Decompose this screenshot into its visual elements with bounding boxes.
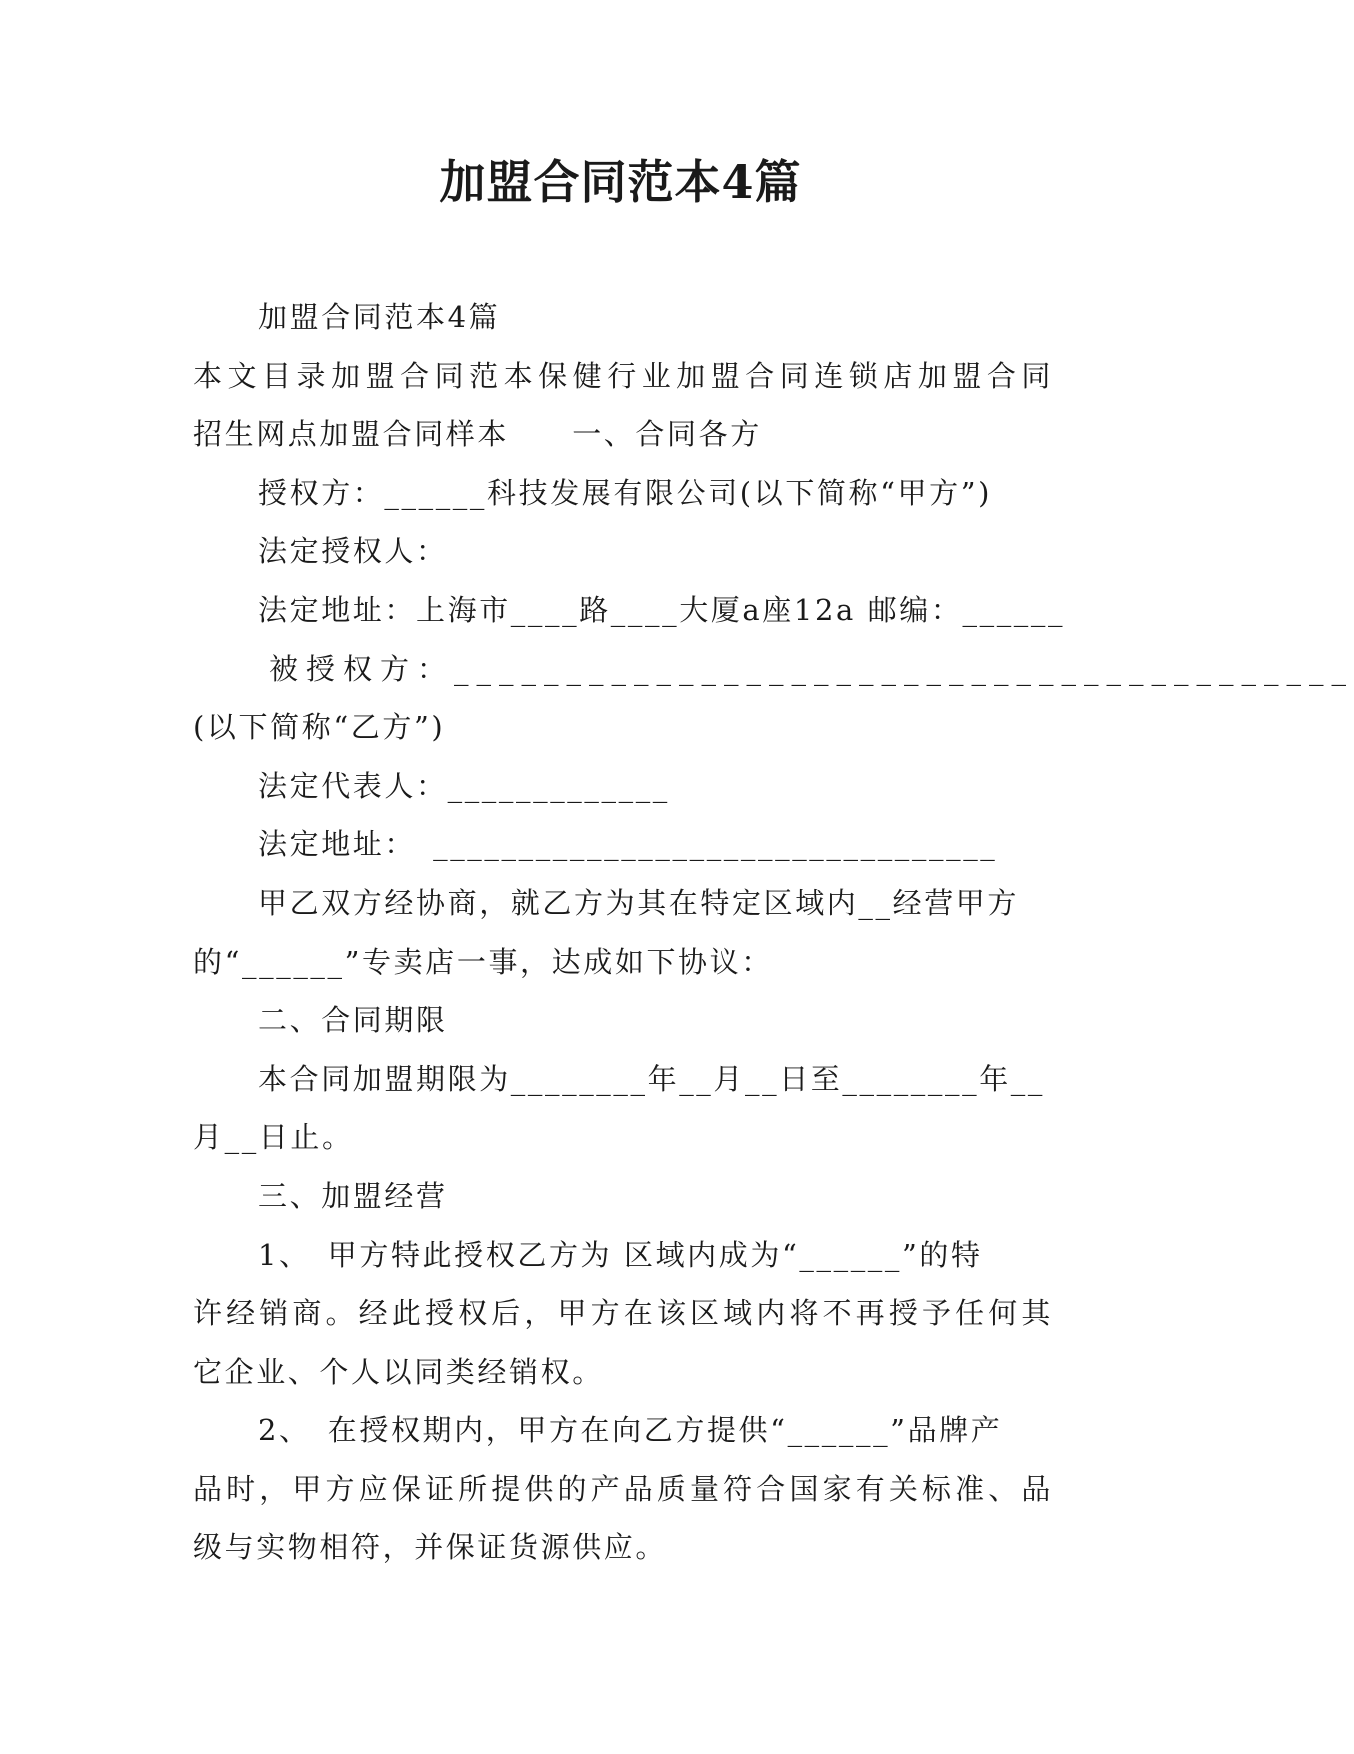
paragraph-licensee: 被授权方：________________________________________	[269, 651, 1354, 686]
paragraph-term-continued: 月__日止。	[193, 1120, 354, 1155]
paragraph-toc: 本文目录加盟合同范本保健行业加盟合同连锁店加盟合同	[193, 358, 1053, 393]
document-title: 加盟合同范本4篇	[439, 155, 802, 209]
paragraph-licensee-alias: (以下简称“乙方”)	[193, 710, 446, 745]
section-heading-operation: 三、加盟经营	[258, 1178, 448, 1213]
paragraph-licensee-address: 法定地址： _________________________________	[258, 827, 998, 862]
section-heading-term: 二、合同期限	[258, 1003, 448, 1038]
paragraph-subtitle: 加盟合同范本4篇	[258, 300, 501, 334]
paragraph-agreement-intro: 甲乙双方经协商，就乙方为其在特定区域内__经营甲方	[258, 885, 1020, 920]
paragraph-licensor-representative: 法定授权人：	[258, 534, 448, 569]
paragraph-agreement-intro-continued: 的“______”专卖店一事，达成如下协议：	[193, 944, 773, 979]
paragraph-term: 本合同加盟期限为________年__月__日至________年__	[258, 1061, 1046, 1096]
clause-1: 1、 甲方特此授权乙方为 区域内成为“______”的特	[258, 1237, 983, 1272]
clause-2-end: 级与实物相符，并保证货源供应。	[193, 1530, 668, 1565]
clause-1-continued: 许经销商。经此授权后，甲方在该区域内将不再授予任何其	[193, 1296, 1053, 1331]
paragraph-licensee-representative: 法定代表人：_____________	[258, 768, 670, 803]
paragraph-licensor: 授权方：______科技发展有限公司(以下简称“甲方”)	[258, 475, 993, 510]
paragraph-licensor-address: 法定地址：上海市____路____大厦a座12a 邮编：______	[258, 592, 1066, 627]
clause-1-end: 它企业、个人以同类经销权。	[193, 1354, 604, 1389]
clause-2-continued: 品时，甲方应保证所提供的产品质量符合国家有关标准、品	[193, 1471, 1053, 1506]
paragraph-toc-continued: 招生网点加盟合同样本 一、合同各方	[193, 417, 762, 452]
clause-2: 2、 在授权期内，甲方在向乙方提供“______”品牌产	[258, 1413, 1003, 1448]
document-body	[193, 288, 1354, 1577]
